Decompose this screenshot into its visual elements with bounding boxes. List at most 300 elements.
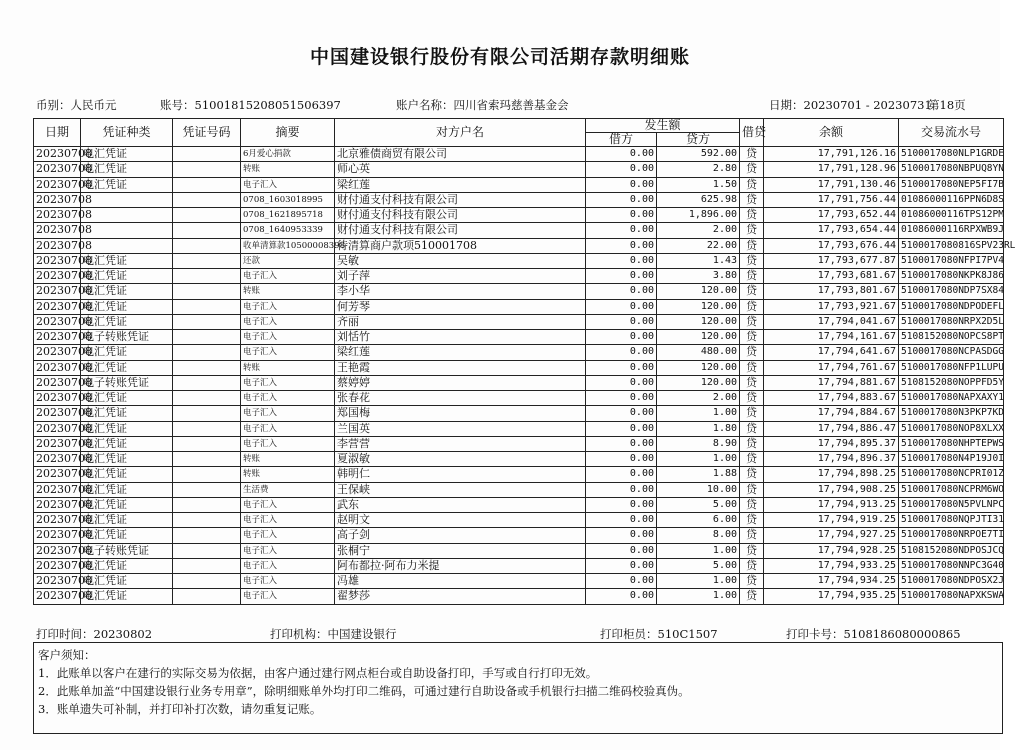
cell-dc: 贷	[740, 543, 764, 558]
cell-date: 20230708	[34, 391, 81, 406]
table-row	[34, 589, 1004, 604]
cell-credit: 625.98	[657, 192, 740, 207]
cell-balance: 17,794,881.67	[764, 375, 899, 390]
col-debit: 借方	[586, 133, 657, 147]
cell-voucher-no	[173, 391, 241, 406]
cell-credit: 120.00	[657, 314, 740, 329]
cell-voucher-type: 电汇凭证	[81, 497, 173, 512]
table-row	[34, 558, 1004, 573]
col-credit: 贷方	[657, 133, 740, 147]
cell-serial: 5100017080NEP5FI7B	[899, 177, 1004, 192]
cell-date: 20230708	[34, 406, 81, 421]
table-row	[34, 299, 1004, 314]
cell-voucher-no	[173, 253, 241, 268]
cell-voucher-type: 电汇凭证	[81, 391, 173, 406]
cell-counterparty: 夏淑敏	[335, 452, 586, 467]
cell-serial: 5100017080NHPTEPWS	[899, 436, 1004, 451]
cell-voucher-type: 电汇凭证	[81, 406, 173, 421]
cell-voucher-type: 电汇凭证	[81, 528, 173, 543]
cell-credit: 5.00	[657, 558, 740, 573]
cell-balance: 17,791,130.46	[764, 177, 899, 192]
cell-serial: 5100017080NBPUQ8YN	[899, 162, 1004, 177]
cell-summary: 电子汇入	[241, 391, 335, 406]
cell-summary: 收单清算款10500008398	[241, 238, 335, 253]
cell-balance: 17,794,884.67	[764, 406, 899, 421]
cell-balance: 17,794,919.25	[764, 513, 899, 528]
cell-voucher-type: 电汇凭证	[81, 589, 173, 604]
cell-credit: 8.90	[657, 436, 740, 451]
cell-summary: 6月爱心捐款	[241, 147, 335, 162]
cell-debit: 0.00	[586, 375, 657, 390]
table-row	[34, 406, 1004, 421]
cell-balance: 17,794,908.25	[764, 482, 899, 497]
page-title: 中国建设银行股份有限公司活期存款明细账	[309, 46, 690, 68]
cell-serial: 5100017080NFPI7PV4	[899, 253, 1004, 268]
cell-dc: 贷	[740, 452, 764, 467]
cell-credit: 2.00	[657, 223, 740, 238]
cell-serial: 5100017080NDP7SX84	[899, 284, 1004, 299]
cell-summary: 电子汇入	[241, 177, 335, 192]
cell-voucher-no	[173, 147, 241, 162]
cell-balance: 17,794,934.25	[764, 574, 899, 589]
cell-summary: 还款	[241, 253, 335, 268]
page-number: 第18页	[928, 98, 966, 112]
currency-label: 币别：人民币元	[36, 98, 117, 112]
cell-counterparty: 梁红莲	[335, 345, 586, 360]
table-row	[34, 513, 1004, 528]
cell-credit: 1.80	[657, 421, 740, 436]
cell-serial: 5100017080NFP1LUPU	[899, 360, 1004, 375]
cell-balance: 17,794,913.25	[764, 497, 899, 512]
table-row	[34, 360, 1004, 375]
table-row	[34, 375, 1004, 390]
cell-balance: 17,794,041.67	[764, 314, 899, 329]
cell-counterparty: 赵明文	[335, 513, 586, 528]
cell-date: 20230708	[34, 497, 81, 512]
cell-voucher-type: 电汇凭证	[81, 558, 173, 573]
cell-balance: 17,794,895.37	[764, 436, 899, 451]
cell-voucher-no	[173, 177, 241, 192]
notice-item: 2．此账单加盖“中国建设银行业务专用章”，除明细账单外均打印二维码，可通过建行自助设备或手机银行扫描二维码校验真伪。	[38, 684, 690, 698]
cell-counterparty: 待清算商户款项510001708	[335, 238, 586, 253]
cell-debit: 0.00	[586, 360, 657, 375]
cell-dc: 贷	[740, 314, 764, 329]
cell-counterparty: 阿布都拉·阿布力米提	[335, 558, 586, 573]
cell-summary: 电子汇入	[241, 345, 335, 360]
cell-credit: 120.00	[657, 330, 740, 345]
table-row	[34, 192, 1004, 207]
cell-debit: 0.00	[586, 253, 657, 268]
cell-credit: 1.43	[657, 253, 740, 268]
cell-voucher-type: 电汇凭证	[81, 436, 173, 451]
cell-summary: 电子汇入	[241, 497, 335, 512]
cell-date: 20230708	[34, 147, 81, 162]
cell-debit: 0.00	[586, 284, 657, 299]
cell-credit: 1.00	[657, 574, 740, 589]
cell-voucher-no	[173, 192, 241, 207]
cell-voucher-no	[173, 345, 241, 360]
table-row	[34, 436, 1004, 451]
account-name: 账户名称：四川省索玛慈善基金会	[396, 98, 569, 112]
cell-date: 20230708	[34, 345, 81, 360]
cell-summary: 电子汇入	[241, 436, 335, 451]
cell-serial: 5100017080NQPJTI31	[899, 513, 1004, 528]
cell-balance: 17,793,921.67	[764, 299, 899, 314]
cell-voucher-no	[173, 589, 241, 604]
cell-counterparty: 财付通支付科技有限公司	[335, 208, 586, 223]
cell-voucher-type: 电汇凭证	[81, 452, 173, 467]
cell-serial: 5100017080N4P19J0I	[899, 452, 1004, 467]
cell-voucher-type: 电汇凭证	[81, 284, 173, 299]
table-row	[34, 330, 1004, 345]
cell-debit: 0.00	[586, 162, 657, 177]
cell-serial: 5108152080NDPOSJCQ	[899, 543, 1004, 558]
cell-serial: 5100017080NLP1GRDE	[899, 147, 1004, 162]
table-row	[34, 528, 1004, 543]
cell-serial: 5108152080NOPPFD5Y	[899, 375, 1004, 390]
cell-balance: 17,794,886.47	[764, 421, 899, 436]
cell-voucher-type: 电汇凭证	[81, 177, 173, 192]
cell-date: 20230708	[34, 558, 81, 573]
cell-serial: 5100017080NAPXKSWA	[899, 589, 1004, 604]
cell-debit: 0.00	[586, 314, 657, 329]
cell-serial: 5100017080NKPK8J86	[899, 269, 1004, 284]
cell-dc: 贷	[740, 375, 764, 390]
cell-dc: 贷	[740, 436, 764, 451]
cell-debit: 0.00	[586, 421, 657, 436]
cell-date: 20230708	[34, 482, 81, 497]
cell-summary: 电子汇入	[241, 558, 335, 573]
cell-summary: 电子汇入	[241, 330, 335, 345]
cell-date: 20230708	[34, 284, 81, 299]
cell-dc: 贷	[740, 360, 764, 375]
cell-counterparty: 高子剑	[335, 528, 586, 543]
cell-credit: 3.80	[657, 269, 740, 284]
cell-summary: 电子汇入	[241, 375, 335, 390]
cell-date: 20230708	[34, 269, 81, 284]
cell-voucher-type: 电汇凭证	[81, 269, 173, 284]
cell-date: 20230708	[34, 162, 81, 177]
table-row	[34, 345, 1004, 360]
cell-voucher-no	[173, 330, 241, 345]
cell-dc: 贷	[740, 192, 764, 207]
cell-date: 20230708	[34, 192, 81, 207]
table-row	[34, 177, 1004, 192]
cell-summary: 电子汇入	[241, 574, 335, 589]
cell-credit: 1.00	[657, 543, 740, 558]
cell-summary: 电子汇入	[241, 269, 335, 284]
print-org: 打印机构：中国建设银行	[270, 627, 397, 641]
table-row	[34, 253, 1004, 268]
cell-voucher-no	[173, 497, 241, 512]
cell-voucher-type	[81, 208, 173, 223]
notice-item: 3．账单遗失可补制，并打印补打次数，请勿重复记账。	[38, 702, 322, 716]
cell-voucher-no	[173, 406, 241, 421]
cell-voucher-no	[173, 360, 241, 375]
cell-debit: 0.00	[586, 513, 657, 528]
cell-voucher-no	[173, 223, 241, 238]
cell-balance: 17,793,681.67	[764, 269, 899, 284]
cell-voucher-type: 电汇凭证	[81, 345, 173, 360]
cell-serial: 5100017080NNPC3G40	[899, 558, 1004, 573]
cell-voucher-no	[173, 452, 241, 467]
cell-date: 20230708	[34, 421, 81, 436]
cell-credit: 1,896.00	[657, 208, 740, 223]
table-row	[34, 208, 1004, 223]
cell-debit: 0.00	[586, 543, 657, 558]
cell-voucher-no	[173, 482, 241, 497]
table-row	[34, 452, 1004, 467]
cell-voucher-type: 电汇凭证	[81, 574, 173, 589]
cell-counterparty: 师心英	[335, 162, 586, 177]
cell-credit: 120.00	[657, 375, 740, 390]
cell-voucher-type: 电汇凭证	[81, 253, 173, 268]
cell-counterparty: 翟梦莎	[335, 589, 586, 604]
cell-voucher-type: 电汇凭证	[81, 147, 173, 162]
col-voucher-type: 凭证种类	[81, 119, 173, 147]
table-row	[34, 269, 1004, 284]
cell-voucher-no	[173, 467, 241, 482]
cell-voucher-no	[173, 162, 241, 177]
cell-counterparty: 兰国英	[335, 421, 586, 436]
cell-dc: 贷	[740, 299, 764, 314]
cell-dc: 贷	[740, 269, 764, 284]
cell-voucher-type: 电子转账凭证	[81, 543, 173, 558]
table-row	[34, 314, 1004, 329]
cell-credit: 120.00	[657, 299, 740, 314]
cell-credit: 6.00	[657, 513, 740, 528]
cell-balance: 17,793,652.44	[764, 208, 899, 223]
cell-debit: 0.00	[586, 208, 657, 223]
cell-credit: 2.80	[657, 162, 740, 177]
col-amount-group: 发生额	[586, 119, 740, 133]
cell-serial: 5100017080NRPX2D5L	[899, 314, 1004, 329]
cell-balance: 17,794,641.67	[764, 345, 899, 360]
table-row	[34, 467, 1004, 482]
cell-counterparty: 财付通支付科技有限公司	[335, 223, 586, 238]
cell-summary: 电子汇入	[241, 589, 335, 604]
cell-summary: 生活费	[241, 482, 335, 497]
cell-summary: 电子汇入	[241, 406, 335, 421]
cell-balance: 17,794,883.67	[764, 391, 899, 406]
cell-voucher-no	[173, 314, 241, 329]
cell-serial: 5100017080816SPV23RL	[899, 238, 1004, 253]
cell-dc: 贷	[740, 574, 764, 589]
cell-dc: 贷	[740, 589, 764, 604]
cell-debit: 0.00	[586, 406, 657, 421]
table-row	[34, 284, 1004, 299]
cell-credit: 120.00	[657, 360, 740, 375]
col-summary: 摘要	[241, 119, 335, 147]
cell-voucher-type: 电汇凭证	[81, 314, 173, 329]
cell-balance: 17,793,654.44	[764, 223, 899, 238]
cell-debit: 0.00	[586, 345, 657, 360]
cell-balance: 17,794,927.25	[764, 528, 899, 543]
cell-voucher-no	[173, 513, 241, 528]
cell-balance: 17,793,677.87	[764, 253, 899, 268]
table-row	[34, 147, 1004, 162]
cell-voucher-no	[173, 269, 241, 284]
cell-counterparty: 韩明仁	[335, 467, 586, 482]
cell-voucher-type: 电子转账凭证	[81, 330, 173, 345]
cell-date: 20230708	[34, 375, 81, 390]
cell-credit: 1.00	[657, 406, 740, 421]
cell-date: 20230708	[34, 436, 81, 451]
cell-voucher-type	[81, 238, 173, 253]
customer-notice	[33, 642, 1003, 734]
cell-balance: 17,791,756.44	[764, 192, 899, 207]
cell-date: 20230708	[34, 253, 81, 268]
cell-credit: 5.00	[657, 497, 740, 512]
col-voucher-no: 凭证号码	[173, 119, 241, 147]
cell-dc: 贷	[740, 330, 764, 345]
cell-dc: 贷	[740, 208, 764, 223]
cell-debit: 0.00	[586, 574, 657, 589]
cell-counterparty: 王艳霞	[335, 360, 586, 375]
table-row	[34, 238, 1004, 253]
cell-debit: 0.00	[586, 558, 657, 573]
cell-voucher-type: 电汇凭证	[81, 421, 173, 436]
cell-voucher-type: 电汇凭证	[81, 513, 173, 528]
cell-counterparty: 郑国梅	[335, 406, 586, 421]
cell-credit: 120.00	[657, 284, 740, 299]
cell-voucher-no	[173, 436, 241, 451]
cell-counterparty: 张桐宁	[335, 543, 586, 558]
table-row	[34, 391, 1004, 406]
cell-serial: 01086000116TPS12PM	[899, 208, 1004, 223]
cell-debit: 0.00	[586, 269, 657, 284]
cell-summary: 0708_1640953339	[241, 223, 335, 238]
cell-balance: 17,791,126.16	[764, 147, 899, 162]
cell-counterparty: 李营营	[335, 436, 586, 451]
cell-date: 20230708	[34, 208, 81, 223]
notice-heading: 客户须知：	[38, 648, 96, 662]
cell-debit: 0.00	[586, 177, 657, 192]
cell-date: 20230708	[34, 360, 81, 375]
cell-debit: 0.00	[586, 147, 657, 162]
cell-date: 20230708	[34, 513, 81, 528]
cell-summary: 电子汇入	[241, 314, 335, 329]
cell-dc: 贷	[740, 238, 764, 253]
cell-date: 20230708	[34, 528, 81, 543]
cell-serial: 5100017080NAPXAXY1	[899, 391, 1004, 406]
cell-credit: 1.00	[657, 589, 740, 604]
cell-date: 20230708	[34, 467, 81, 482]
cell-voucher-no	[173, 421, 241, 436]
cell-voucher-no	[173, 375, 241, 390]
col-counterparty: 对方户名	[335, 119, 586, 147]
cell-credit: 22.00	[657, 238, 740, 253]
cell-voucher-type: 电汇凭证	[81, 482, 173, 497]
cell-counterparty: 冯雄	[335, 574, 586, 589]
cell-date: 20230708	[34, 574, 81, 589]
cell-balance: 17,794,896.37	[764, 452, 899, 467]
table-row	[34, 497, 1004, 512]
transactions-table	[33, 118, 1015, 605]
cell-counterparty: 刘子萍	[335, 269, 586, 284]
cell-voucher-type: 电汇凭证	[81, 299, 173, 314]
cell-dc: 贷	[740, 421, 764, 436]
cell-voucher-type: 电汇凭证	[81, 162, 173, 177]
cell-summary: 电子汇入	[241, 513, 335, 528]
cell-counterparty: 李小华	[335, 284, 586, 299]
col-serial: 交易流水号	[899, 119, 1004, 147]
cell-balance: 17,794,935.25	[764, 589, 899, 604]
cell-serial: 5100017080NRPOE7TI	[899, 528, 1004, 543]
print-counter: 打印柜员：510C1507	[600, 627, 718, 641]
cell-debit: 0.00	[586, 528, 657, 543]
cell-date: 20230708	[34, 177, 81, 192]
cell-serial: 5100017080N5PVLNPC	[899, 497, 1004, 512]
cell-voucher-no	[173, 558, 241, 573]
cell-dc: 贷	[740, 406, 764, 421]
cell-counterparty: 齐丽	[335, 314, 586, 329]
cell-credit: 592.00	[657, 147, 740, 162]
cell-dc: 贷	[740, 558, 764, 573]
table-row	[34, 223, 1004, 238]
cell-balance: 17,794,933.25	[764, 558, 899, 573]
cell-counterparty: 吴敏	[335, 253, 586, 268]
cell-dc: 贷	[740, 253, 764, 268]
cell-counterparty: 北京雅债商贸有限公司	[335, 147, 586, 162]
table-row	[34, 162, 1004, 177]
cell-counterparty: 武东	[335, 497, 586, 512]
cell-balance: 17,793,676.44	[764, 238, 899, 253]
cell-serial: 5108152080NOPCS8PT	[899, 330, 1004, 345]
cell-voucher-no	[173, 284, 241, 299]
cell-debit: 0.00	[586, 467, 657, 482]
cell-voucher-no	[173, 299, 241, 314]
cell-summary: 电子汇入	[241, 421, 335, 436]
cell-summary: 转账	[241, 452, 335, 467]
account-number: 账号：51001815208051506397	[160, 98, 341, 112]
cell-counterparty: 何芳琴	[335, 299, 586, 314]
cell-voucher-no	[173, 208, 241, 223]
print-card: 打印卡号：5108186080000865	[786, 627, 961, 641]
cell-credit: 1.00	[657, 452, 740, 467]
cell-dc: 贷	[740, 162, 764, 177]
cell-debit: 0.00	[586, 299, 657, 314]
cell-debit: 0.00	[586, 589, 657, 604]
cell-dc: 贷	[740, 482, 764, 497]
cell-voucher-no	[173, 574, 241, 589]
cell-debit: 0.00	[586, 223, 657, 238]
cell-credit: 1.50	[657, 177, 740, 192]
cell-balance: 17,794,898.25	[764, 467, 899, 482]
col-date: 日期	[34, 119, 81, 147]
cell-serial: 5100017080NCPRI01Z	[899, 467, 1004, 482]
cell-summary: 转账	[241, 467, 335, 482]
cell-date: 20230708	[34, 330, 81, 345]
cell-balance: 17,794,161.67	[764, 330, 899, 345]
cell-dc: 贷	[740, 345, 764, 360]
cell-date: 20230708	[34, 589, 81, 604]
cell-date: 20230708	[34, 299, 81, 314]
table-body	[34, 147, 1015, 605]
print-time: 打印时间：20230802	[36, 627, 153, 641]
cell-counterparty: 张春花	[335, 391, 586, 406]
table-header	[34, 119, 1004, 147]
cell-dc: 贷	[740, 147, 764, 162]
cell-serial: 5100017080NOP8XLXX	[899, 421, 1004, 436]
cell-summary: 电子汇入	[241, 299, 335, 314]
cell-credit: 480.00	[657, 345, 740, 360]
cell-serial: 5100017080NDPOSX2J	[899, 574, 1004, 589]
cell-counterparty: 王保峡	[335, 482, 586, 497]
cell-voucher-type	[81, 223, 173, 238]
cell-serial: 5100017080NDPODEFL	[899, 299, 1004, 314]
cell-summary: 转账	[241, 284, 335, 299]
